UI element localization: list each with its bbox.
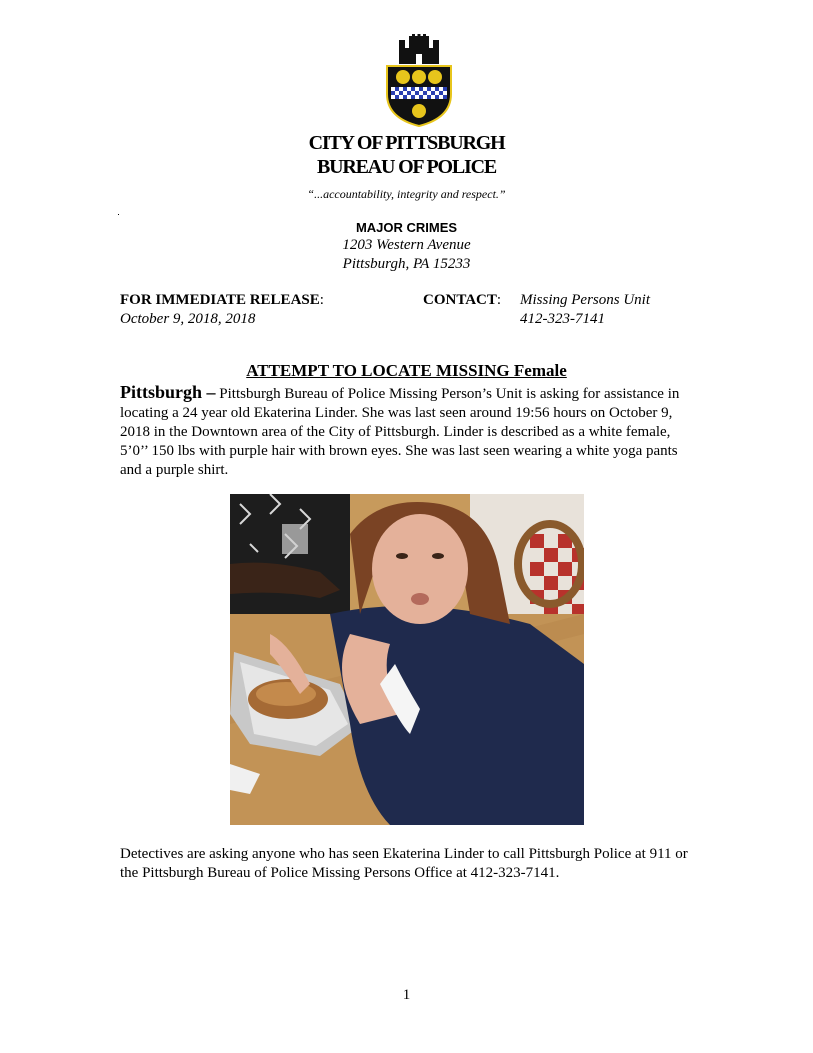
release-label bbox=[120, 292, 324, 309]
release-label-text: FOR IMMEDIATE RELEASE bbox=[120, 292, 320, 308]
contact-label-text: CONTACT bbox=[423, 292, 497, 308]
missing-person-photo bbox=[230, 494, 584, 825]
address-line2: Pittsburgh, PA 15233 bbox=[342, 256, 471, 272]
release-label-colon: : bbox=[319, 292, 324, 308]
contact-label-colon: : bbox=[496, 292, 502, 308]
org-name-line1: CITY OF PITTSBURGH bbox=[308, 132, 505, 154]
paragraph-1-text: Pittsburgh Bureau of Police Missing Person’s Unit is asking for assistance in locating a 24 year old Ekaterina Linder. She was last seen around 19:56 hours on October 9, 2018 in the Downtown area of the City of Pittsburgh. Linder is described as a white female, 5’0’’ 150 lbs with purple hair with brown eyes. She was last seen wearing a white yoga pants and a purple shirt. bbox=[120, 386, 680, 478]
contact-unit: Missing Persons Unit bbox=[520, 292, 651, 308]
division-name: MAJOR CRIMES bbox=[355, 220, 458, 235]
contact-label bbox=[423, 292, 501, 309]
dateline: Pittsburgh – bbox=[120, 382, 216, 402]
motto: “...accountability, integrity and respect.” bbox=[307, 187, 506, 201]
address-line1: 1203 Western Avenue bbox=[342, 237, 471, 253]
page-number: 1 bbox=[402, 987, 411, 1003]
body-paragraph-1 bbox=[120, 383, 700, 480]
stray-mark bbox=[118, 214, 119, 215]
headline: ATTEMPT TO LOCATE MISSING Female bbox=[246, 361, 567, 380]
body-paragraph-2: Detectives are asking anyone who has seen Ekaterina Linder to call Pittsburgh Police at 911 or the Pittsburgh Bureau of Police Missing Persons Office at 412-323-7141. bbox=[120, 846, 688, 881]
release-date: October 9, 2018, 2018 bbox=[120, 311, 256, 327]
city-seal-icon bbox=[383, 34, 455, 128]
org-name-line2: BUREAU OF POLICE bbox=[317, 156, 496, 178]
contact-phone: 412-323-7141 bbox=[520, 311, 605, 327]
